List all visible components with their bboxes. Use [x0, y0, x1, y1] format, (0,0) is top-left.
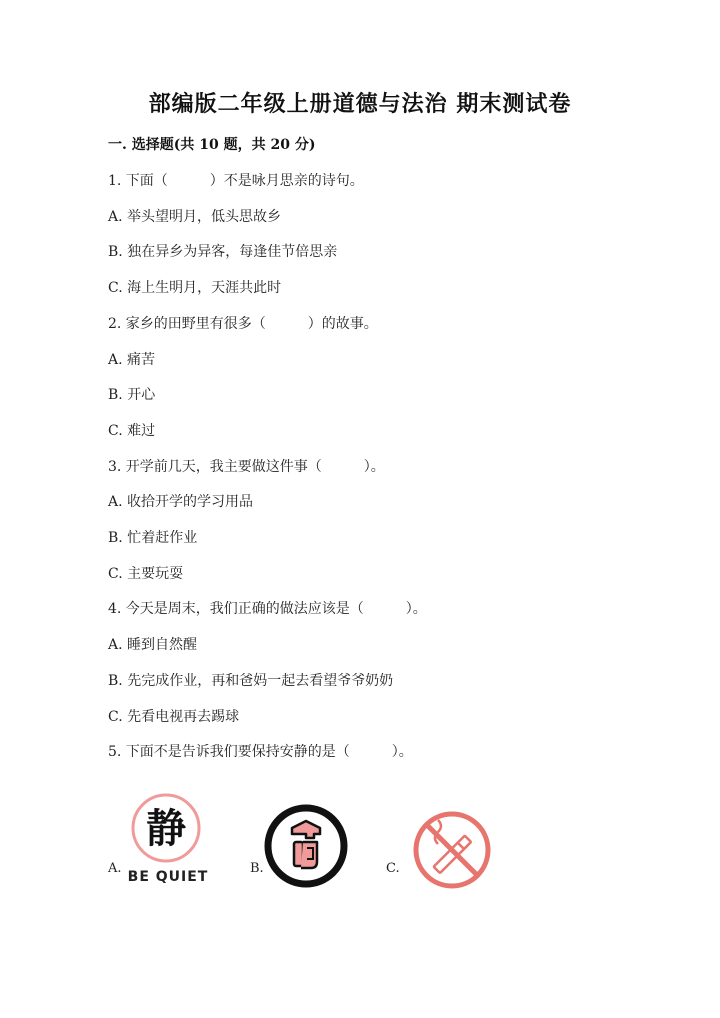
q5-option-b-label: B. — [250, 861, 264, 876]
q2-option-b: B. 开心 — [108, 387, 156, 403]
q4-option-c: C. 先看电视再去踢球 — [108, 709, 240, 725]
q2-option-c: C. 难过 — [108, 423, 156, 439]
q4-option-a: A. 睡到自然醒 — [108, 637, 198, 653]
finger-on-lips-glyph-icon — [292, 821, 320, 868]
q4-option-b: B. 先完成作业，再和爸妈一起去看望爷爷奶奶 — [108, 673, 394, 689]
quiet-sign-char: 静 — [146, 806, 186, 852]
q3-option-b: B. 忙着赶作业 — [108, 530, 198, 546]
silence-sign-icon — [262, 804, 350, 888]
quiet-sign-text: BE QUIET — [128, 869, 208, 885]
q5-option-a-label: A. — [108, 861, 122, 876]
section-heading: 一. 选择题(共 10 题，共 20 分) — [108, 137, 316, 153]
q1-option-b: B. 独在异乡为异客，每逢佳节倍思亲 — [108, 244, 338, 260]
q5-option-c-label: C. — [386, 861, 400, 876]
q3-option-a: A. 收拾开学的学习用品 — [108, 494, 254, 510]
be-quiet-sign-icon — [128, 792, 208, 888]
q3-option-c: C. 主要玩耍 — [108, 566, 184, 582]
q1-option-a: A. 举头望明月，低头思故乡 — [108, 209, 282, 225]
question-1: 1. 下面（ ）不是咏月思亲的诗句。 — [108, 173, 364, 189]
q1-option-c: C. 海上生明月，天涯共此时 — [108, 280, 282, 296]
page-title: 部编版二年级上册道德与法治 期末测试卷 — [148, 91, 572, 117]
no-smoking-sign-icon — [410, 808, 494, 892]
question-4: 4. 今天是周末，我们正确的做法应该是（ ）。 — [108, 601, 427, 617]
question-3: 3. 开学前几天，我主要做这件事（ ）。 — [108, 459, 385, 475]
question-5: 5. 下面不是告诉我们要保持安静的是（ ）。 — [108, 744, 413, 760]
q2-option-a: A. 痛苦 — [108, 352, 156, 368]
question-2: 2. 家乡的田野里有很多（ ）的故事。 — [108, 316, 378, 332]
